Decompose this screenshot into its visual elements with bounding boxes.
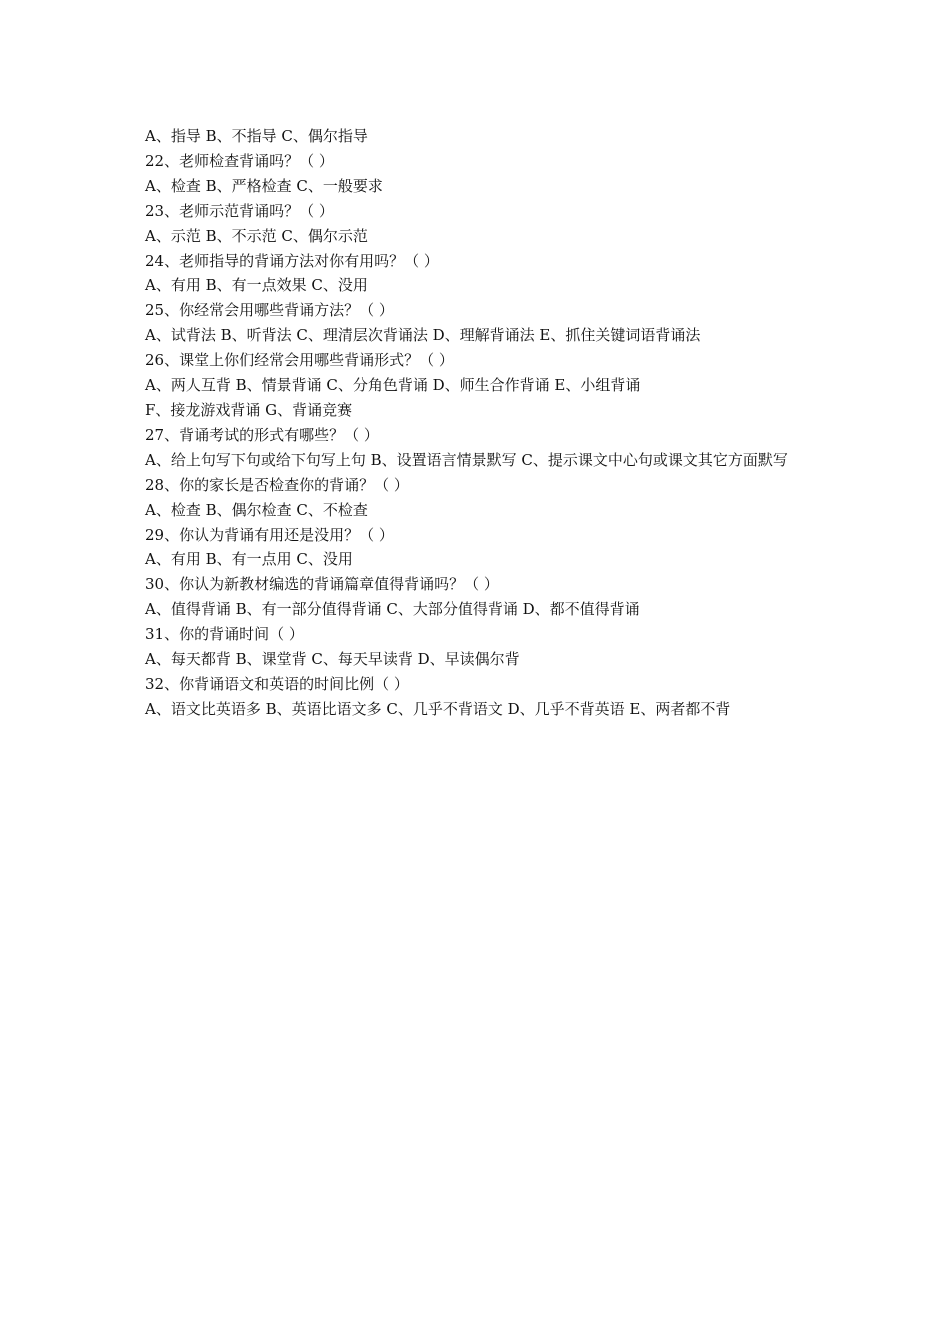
question-24: 24、老师指导的背诵方法对你有用吗？（ ） [145,251,439,270]
answer-options-26-b: F、接龙游戏背诵 G、背诵竞赛 [145,400,353,419]
answer-options-23: A、示范 B、不示范 C、偶尔示范 [145,226,368,245]
answer-options-26-a: A、两人互背 B、情景背诵 C、分角色背诵 D、师生合作背诵 E、小组背诵 [145,376,641,395]
question-26: 26、课堂上你们经常会用哪些背诵形式？（ ） [145,351,454,370]
question-31: 31、你的背诵时间（ ） [145,625,304,644]
answer-options-24: A、有用 B、有一点效果 C、没用 [145,276,368,295]
questionnaire-text [145,124,825,722]
question-30: 30、你认为新教材编选的背诵篇章值得背诵吗？（ ） [145,575,499,594]
question-28: 28、你的家长是否检查你的背诵？（ ） [145,475,409,494]
question-29: 29、你认为背诵有用还是没用？（ ） [145,525,394,544]
answer-options-27: A、给上句写下句或给下句写上句 B、设置语言情景默写 C、提示课文中心句或课文其它方面默写 [145,450,788,469]
answer-options-25: A、试背法 B、听背法 C、理清层次背诵法 D、理解背诵法 E、抓住关键词语背诵法 [145,326,701,345]
answer-options-31: A、每天都背 B、课堂背 C、每天早读背 D、早读偶尔背 [145,650,520,669]
answer-options-22: A、检查 B、严格检查 C、一般要求 [145,176,383,195]
answer-options-32: A、语文比英语多 B、英语比语文多 C、几乎不背语文 D、几乎不背英语 E、两者都不背 [145,699,731,718]
question-25: 25、你经常会用哪些背诵方法？（ ） [145,301,394,320]
question-23: 23、老师示范背诵吗？（ ） [145,201,334,220]
answer-options-21: A、指导 B、不指导 C、偶尔指导 [145,127,368,145]
question-27: 27、背诵考试的形式有哪些？（ ） [145,425,379,444]
question-32: 32、你背诵语文和英语的时间比例（ ） [145,674,409,693]
answer-options-30: A、值得背诵 B、有一部分值得背诵 C、大部分值得背诵 D、都不值得背诵 [145,600,640,619]
question-22: 22、老师检查背诵吗？（ ） [145,151,334,170]
answer-options-28: A、检查 B、偶尔检查 C、不检查 [145,500,368,519]
answer-options-29: A、有用 B、有一点用 C、没用 [145,550,353,569]
